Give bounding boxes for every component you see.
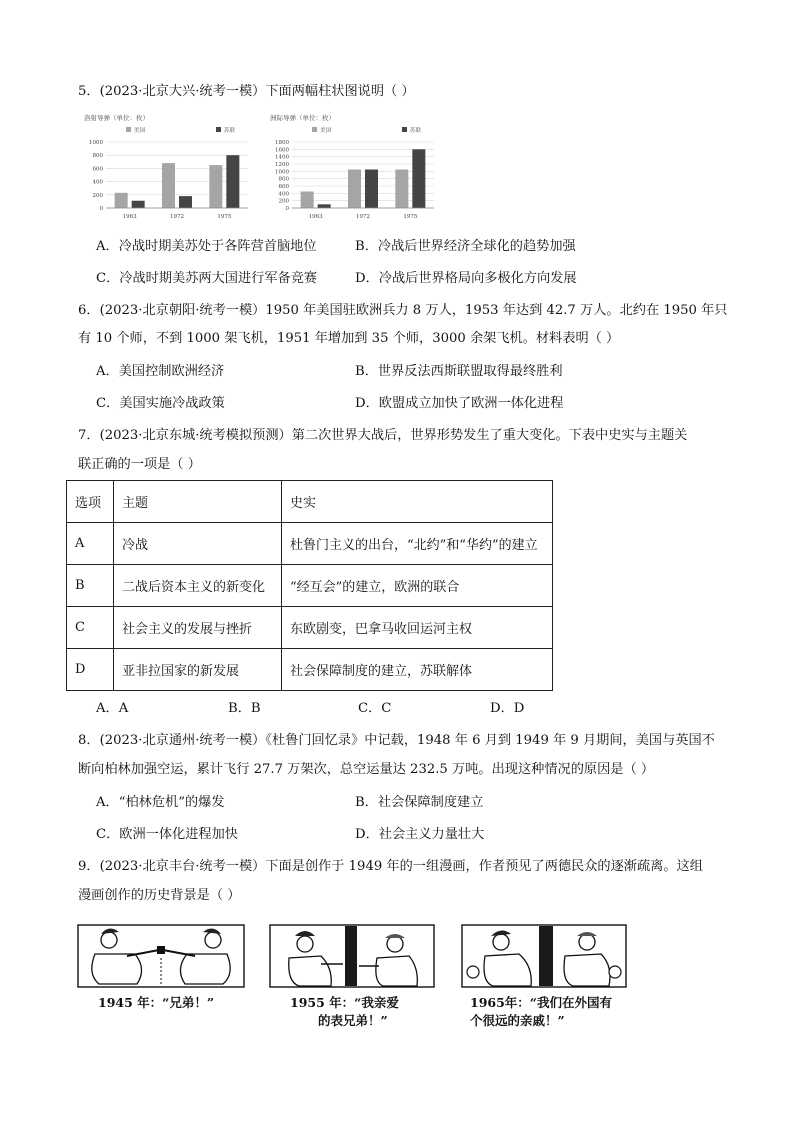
y-tick-label: 600 — [92, 166, 103, 173]
question-5-stem: 5．(2023·北京大兴·统考一模）下面两幅柱状图说明（ ） — [78, 84, 415, 99]
y-tick-label: 1000 — [89, 140, 103, 146]
chart-title: 洛射导弹（单位：枚） — [84, 114, 149, 122]
legend-swatch — [312, 127, 317, 132]
q6-option-d[interactable]: D．欧盟成立加快了欧洲一体化进程 — [355, 396, 564, 411]
y-tick-label: 1400 — [275, 154, 289, 161]
legend-label: 美国 — [134, 128, 146, 134]
x-tick-label: 1972 — [356, 214, 370, 220]
table-cell: 社会主义的发展与挫折 — [114, 607, 282, 649]
question-6-line-2: 有 10 个师，不到 1000 架飞机，1951 年增加到 35 个师，3000 余架飞机。材料表明（ ） — [78, 331, 620, 346]
cartoon-1945-caption: 1945 年：“兄弟！” — [98, 995, 215, 1010]
y-tick-label: 600 — [278, 184, 289, 190]
q7-option-b[interactable]: B．B — [228, 701, 261, 716]
y-tick-label: 800 — [278, 176, 289, 183]
q8-option-c[interactable]: C．欧洲一体化进程加快 — [96, 827, 238, 842]
table-header-cell: 选项 — [67, 481, 114, 523]
short-range-missile-bar-chart — [82, 112, 254, 224]
bar — [395, 170, 408, 209]
y-tick-label: 200 — [278, 198, 289, 205]
table-cell: 东欧剧变，巴拿马收回运河主权 — [282, 607, 553, 649]
table-row — [67, 565, 553, 607]
q8-option-d[interactable]: D．社会主义力量壮大 — [355, 827, 485, 842]
q6-option-a[interactable]: A．美国控制欧洲经济 — [96, 364, 225, 379]
x-tick-label: 1972 — [170, 214, 184, 220]
q5-option-a[interactable]: A．冷战时期美苏处于各阵营首脑地位 — [96, 239, 317, 254]
q8-option-a[interactable]: A．“柏林危机”的爆发 — [96, 795, 225, 810]
table-row — [67, 607, 553, 649]
q7-option-d[interactable]: D．D — [490, 701, 525, 716]
question-8-line-2: 断向柏林加强空运，累计飞行 27.7 万架次，总空运量达 232.5 万吨。出现这种情况的原因是（ ） — [78, 762, 655, 777]
q5-option-c[interactable]: C．冷战时期美苏两大国进行军备竞赛 — [96, 271, 318, 286]
table-cell: “经互会”的建立，欧洲的联合 — [282, 565, 553, 607]
table-row — [67, 523, 553, 565]
bar — [115, 193, 128, 208]
cartoon-1955-caption-line-1: 1955 年：“我亲爱 — [290, 995, 399, 1010]
table-cell: 社会保障制度的建立，苏联解体 — [282, 649, 553, 691]
question-9-line-2: 漫画创作的历史背景是（ ） — [78, 888, 241, 903]
icbm-bar-chart — [268, 112, 440, 224]
table-cell: C — [67, 607, 114, 649]
cartoon-1965-image — [461, 924, 627, 988]
q6-option-b[interactable]: B．世界反法西斯联盟取得最终胜利 — [355, 364, 563, 379]
question-7-line-1: 7．(2023·北京东城·统考模拟预测）第二次世界大战后，世界形势发生了重大变化。下表中史实与主题关 — [78, 428, 688, 443]
bar — [301, 192, 314, 209]
bar — [365, 170, 378, 209]
question-6-line-1: 6．(2023·北京朝阳·统考一模）1950 年美国驻欧洲兵力 8 万人，1953 年达到 42.7 万人。北约在 1950 年只 — [78, 303, 728, 318]
bar — [162, 163, 175, 208]
y-tick-label: 1800 — [275, 140, 289, 146]
x-tick-label: 1963 — [308, 214, 323, 220]
legend-swatch — [402, 127, 407, 132]
y-tick-label: 200 — [92, 192, 103, 199]
cartoon-1965-caption-line-2: 个很远的亲戚！” — [470, 1013, 565, 1028]
question-9-line-1: 9．(2023·北京丰台·统考一模）下面是创作于 1949 年的一组漫画，作者预见了两德民众的逐渐疏离。这组 — [78, 859, 703, 874]
bar — [348, 170, 361, 209]
table-header-row — [67, 481, 553, 523]
x-tick-label: 1963 — [122, 214, 137, 220]
y-tick-label: 1000 — [275, 169, 289, 176]
y-tick-label: 400 — [92, 179, 103, 186]
table-cell: 杜鲁门主义的出台，“北约”和“华约”的建立 — [282, 523, 553, 565]
y-tick-label: 800 — [92, 153, 103, 160]
question-7-line-2: 联正确的一项是（ ） — [78, 457, 201, 472]
cartoon-1955-caption-line-2: 的表兄弟！” — [318, 1013, 388, 1028]
x-tick-label: 1975 — [403, 214, 418, 220]
table-header-cell: 主题 — [114, 481, 282, 523]
y-tick-label: 1200 — [275, 162, 289, 168]
cartoon-1955-image — [269, 924, 435, 988]
legend-label: 苏联 — [410, 128, 422, 134]
bar — [209, 165, 222, 208]
legend-swatch — [216, 127, 221, 132]
table-cell: D — [67, 649, 114, 691]
cartoon-1945-image — [77, 924, 245, 988]
chart-title: 洲际导弹（单位：枚） — [270, 114, 335, 122]
bar — [412, 149, 425, 208]
bar — [318, 204, 331, 208]
bar — [226, 155, 239, 208]
x-tick-label: 1975 — [217, 214, 232, 220]
question-8-line-1: 8．(2023·北京通州·统考一模）《杜鲁门回忆录》中记载，1948 年 6 月到 1949 年 9 月期间，美国与英国不 — [78, 733, 715, 748]
q7-option-a[interactable]: A．A — [96, 701, 129, 716]
q6-option-c[interactable]: C．美国实施冷战政策 — [96, 396, 225, 411]
table-cell: 二战后资本主义的新变化 — [114, 565, 282, 607]
table-cell: 冷战 — [114, 523, 282, 565]
q7-option-c[interactable]: C．C — [358, 701, 392, 716]
table-row — [67, 649, 553, 691]
q8-option-b[interactable]: B．社会保障制度建立 — [355, 795, 484, 810]
legend-swatch — [126, 127, 131, 132]
cartoon-1965-caption-line-1: 1965年：“我们在外国有 — [470, 995, 612, 1010]
bar — [179, 196, 192, 208]
y-tick-label: 1600 — [275, 147, 289, 154]
q5-option-b[interactable]: B．冷战后世界经济全球化的趋势加强 — [355, 239, 576, 254]
table-header-cell: 史实 — [282, 481, 553, 523]
table-cell: B — [67, 565, 114, 607]
history-topic-table — [66, 480, 553, 691]
bar — [132, 201, 145, 208]
table-cell: A — [67, 523, 114, 565]
q5-option-d[interactable]: D．冷战后世界格局向多极化方向发展 — [355, 271, 577, 286]
table-cell: 亚非拉国家的新发展 — [114, 649, 282, 691]
legend-label: 苏联 — [224, 128, 236, 134]
legend-label: 美国 — [320, 128, 332, 134]
y-tick-label: 400 — [278, 191, 289, 198]
y-tick-label: 0 — [99, 206, 103, 212]
y-tick-label: 0 — [285, 206, 289, 212]
